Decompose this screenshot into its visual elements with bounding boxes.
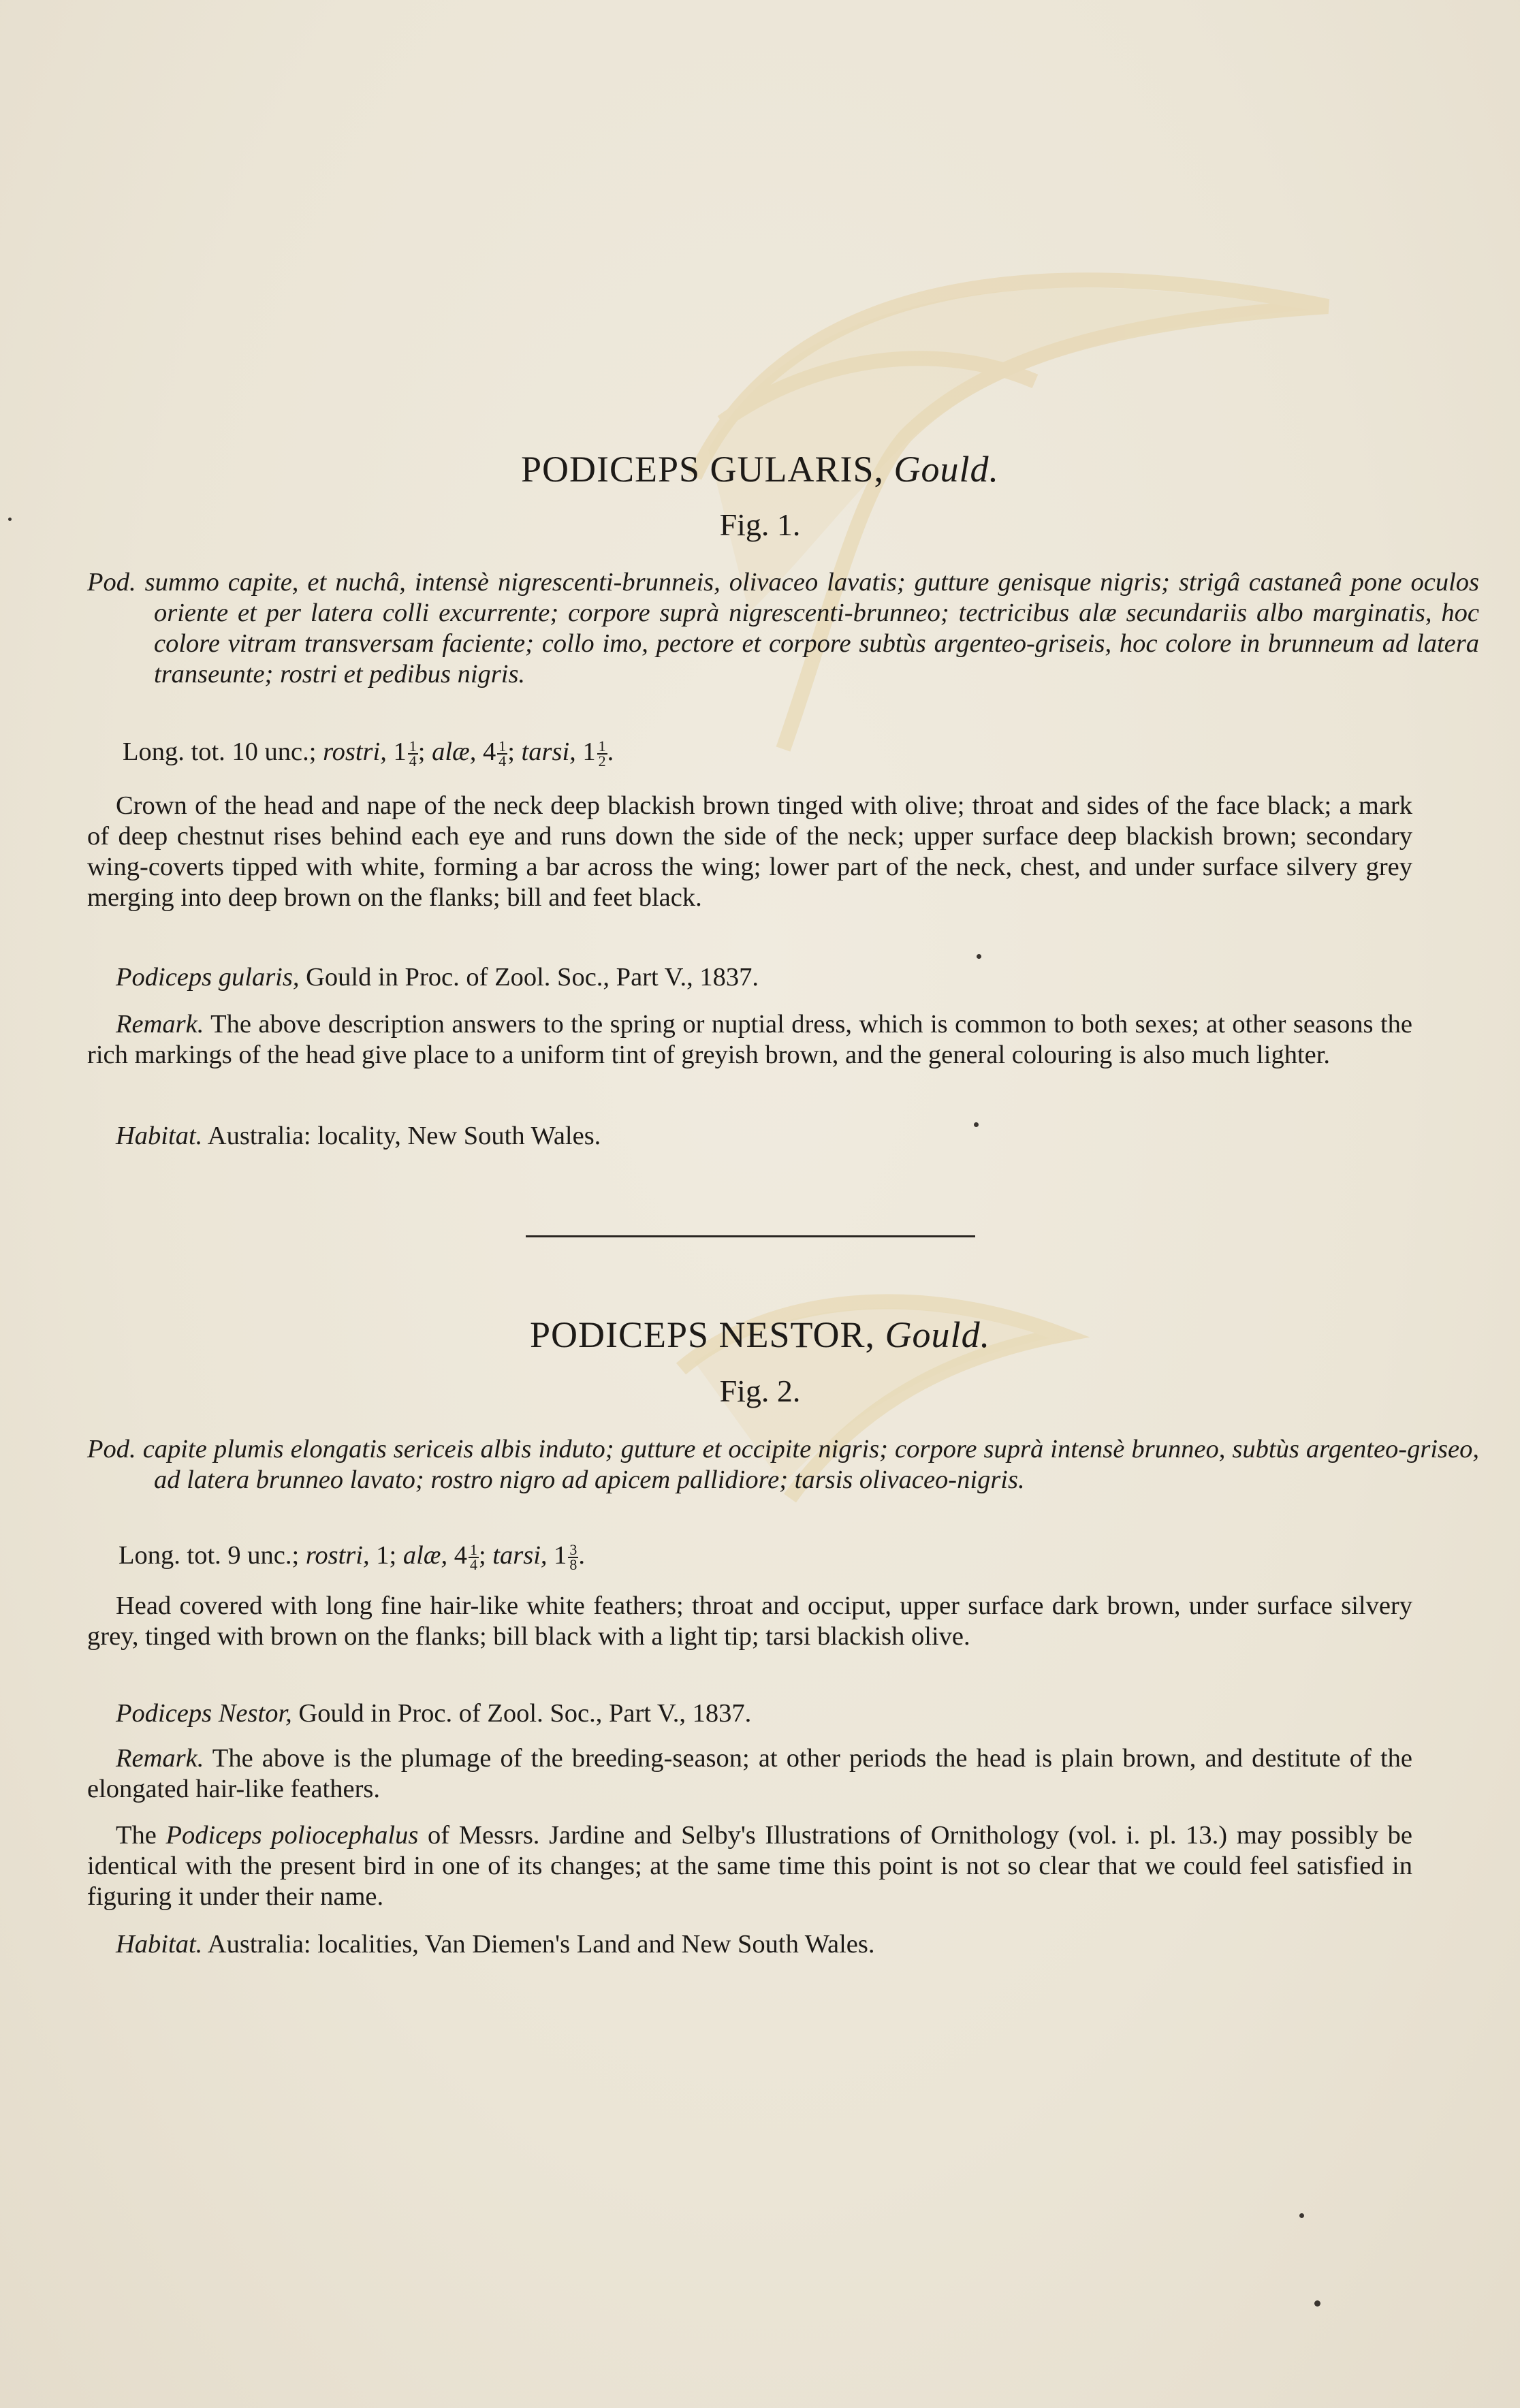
species-2-remark-text: The above is the plumage of the breeding-season; at other periods the head is plain brown, and destitute of the elongated hair-like feathers. [87, 1744, 1412, 1803]
species-2-latin-diagnosis [87, 1434, 1479, 1495]
paper-speck [974, 1122, 979, 1127]
alae-whole: 4 [454, 1541, 467, 1570]
species-1-latin-lead: Pod. [87, 568, 136, 597]
species-1-habitat-text: Australia: locality, New South Wales. [207, 1122, 601, 1150]
paper-speck [8, 518, 12, 521]
species-1-synonym-ref: Gould in Proc. of Zool. Soc., Part V., 1837. [306, 963, 759, 992]
species-2-synonymy [87, 1698, 1412, 1729]
species-1-habitat-label: Habitat. [116, 1122, 203, 1150]
species-2-note-text: of Messrs. Jardine and Selby's Illustrations of Ornithology (vol. i. pl. 13.) may possibly be identical with the present bird in one of its changes; at the same time this point is not so clear that we could feel satisfied in figuring it under their name. [87, 1821, 1413, 1911]
rostri-value: 1 [376, 1541, 390, 1570]
tarsi-whole: 1 [554, 1541, 567, 1570]
alae-whole: 4 [482, 738, 496, 766]
species-2-synonym-name: Podiceps Nestor, [116, 1699, 292, 1728]
alae-fraction: $\frac{1}{4}$ [498, 738, 507, 770]
species-1-synonymy [87, 962, 1412, 993]
species-2-figure-number: Fig. 2. [719, 1374, 801, 1408]
paper-speck [977, 954, 981, 959]
species-2-note-name: Podiceps poliocephalus [165, 1821, 419, 1850]
alae-label: alæ, [402, 1541, 448, 1570]
paper-speck [1314, 2300, 1320, 2307]
tarsi-label: tarsi, [492, 1541, 548, 1570]
species-2-latin-text: capite plumis elongatis sericeis albis induto; gutture et occipite nigris; corpore suprà intensè brunneo, subtùs argenteo-griseo, ad latera brunneo lavato; rostro nigro ad apicem pallidiore; tarsis olivaceo-nigris. [142, 1435, 1480, 1494]
species-1-habitat [87, 1121, 1412, 1152]
species-1-measurements: Long. tot. 10 unc.; rostri, 1 $\frac{1}{4}$ ; alæ, 4 $\frac{1}{4}$ ; tarsi, 1 $\frac{1}{2}$ . [123, 738, 614, 770]
species-2-author: Gould. [885, 1314, 991, 1355]
species-2-note-prefix: The [116, 1821, 157, 1850]
tarsi-fraction: $\frac{3}{8}$ [569, 1541, 577, 1574]
measurement-prefix: Long. tot. 9 unc.; [118, 1541, 300, 1570]
species-2-habitat [87, 1929, 1412, 1960]
species-1-latin-text: summo capite, et nuchâ, intensè nigrescenti-brunneis, olivaceo lavatis; gutture genisque nigris; strigâ castaneâ pone oculos oriente et per latera colli excurrente; corpore suprà nigrescenti-brunneo; tectricibus alæ secundariis albo marginatis, hoc colore vitram transversam faciente; collo imo, pectore et corpore subtùs argenteo-griseis, hoc colore in brunneum ad latera transeunte; rostri et pedibus nigris. [144, 568, 1480, 688]
alae-label: alæ, [432, 738, 477, 766]
species-2-synonym-ref: Gould in Proc. of Zool. Soc., Part V., 1837. [298, 1699, 752, 1728]
species-2-description: Head covered with long fine hair-like white feathers; throat and occiput, upper surface dark brown, under surface silvery grey, tinged with brown on the flanks; bill black with a light tip; tarsi blackish olive. [87, 1591, 1412, 1651]
paper-speck [1299, 2213, 1304, 2218]
species-2-note [87, 1820, 1412, 1912]
rostri-fraction: $\frac{1}{4}$ [409, 738, 417, 770]
species-1-remark-text: The above description answers to the spring or nuptial dress, which is common to both sexes; at other seasons the rich markings of the head give place to a uniform tint of greyish brown, and the general colouring is also much lighter. [87, 1010, 1413, 1069]
species-1-heading [0, 451, 1520, 488]
species-2-remark-label: Remark. [116, 1744, 204, 1773]
species-1-description: Crown of the head and nape of the neck deep blackish brown tinged with olive; throat and sides of the face black; a mark of deep chestnut rises behind each eye and runs down the side of the neck; upper surface deep blackish brown; secondary wing-coverts tipped with white, forming a bar across the wing; lower part of the neck, chest, and under surface silvery grey merging into deep brown on the flanks; bill and feet black. [87, 791, 1412, 912]
tarsi-fraction: $\frac{1}{2}$ [598, 738, 606, 770]
rostri-label: rostri, [305, 1541, 370, 1570]
species-2-title: PODICEPS NESTOR, [529, 1314, 876, 1355]
species-1-author: Gould. [893, 449, 1000, 490]
species-1-title: PODICEPS GULARIS, [520, 449, 885, 490]
species-2-latin-lead: Pod. [87, 1435, 136, 1463]
species-2-heading [0, 1316, 1520, 1353]
rostri-label: rostri, [323, 738, 387, 766]
species-1-latin-diagnosis [87, 567, 1479, 690]
tarsi-label: tarsi, [521, 738, 576, 766]
species-1-remark [87, 1009, 1412, 1071]
species-1-remark-label: Remark. [116, 1010, 204, 1039]
species-1-figure-number: Fig. 1. [719, 507, 801, 542]
rostri-whole: 1 [393, 738, 407, 766]
species-2-habitat-text: Australia: localities, Van Diemen's Land and New South Wales. [207, 1930, 875, 1959]
tarsi-whole: 1 [582, 738, 596, 766]
alae-fraction: $\frac{1}{4}$ [469, 1541, 477, 1574]
species-2-habitat-label: Habitat. [116, 1930, 203, 1959]
species-2-measurements: Long. tot. 9 unc.; rostri, 1; alæ, 4 $\frac{1}{4}$ ; tarsi, 1 $\frac{3}{8}$ . [118, 1541, 586, 1574]
measurement-prefix: Long. tot. 10 unc.; [123, 738, 317, 766]
section-divider [526, 1235, 975, 1237]
species-2-remark [87, 1743, 1412, 1805]
species-1-synonym-name: Podiceps gularis, [116, 963, 300, 992]
